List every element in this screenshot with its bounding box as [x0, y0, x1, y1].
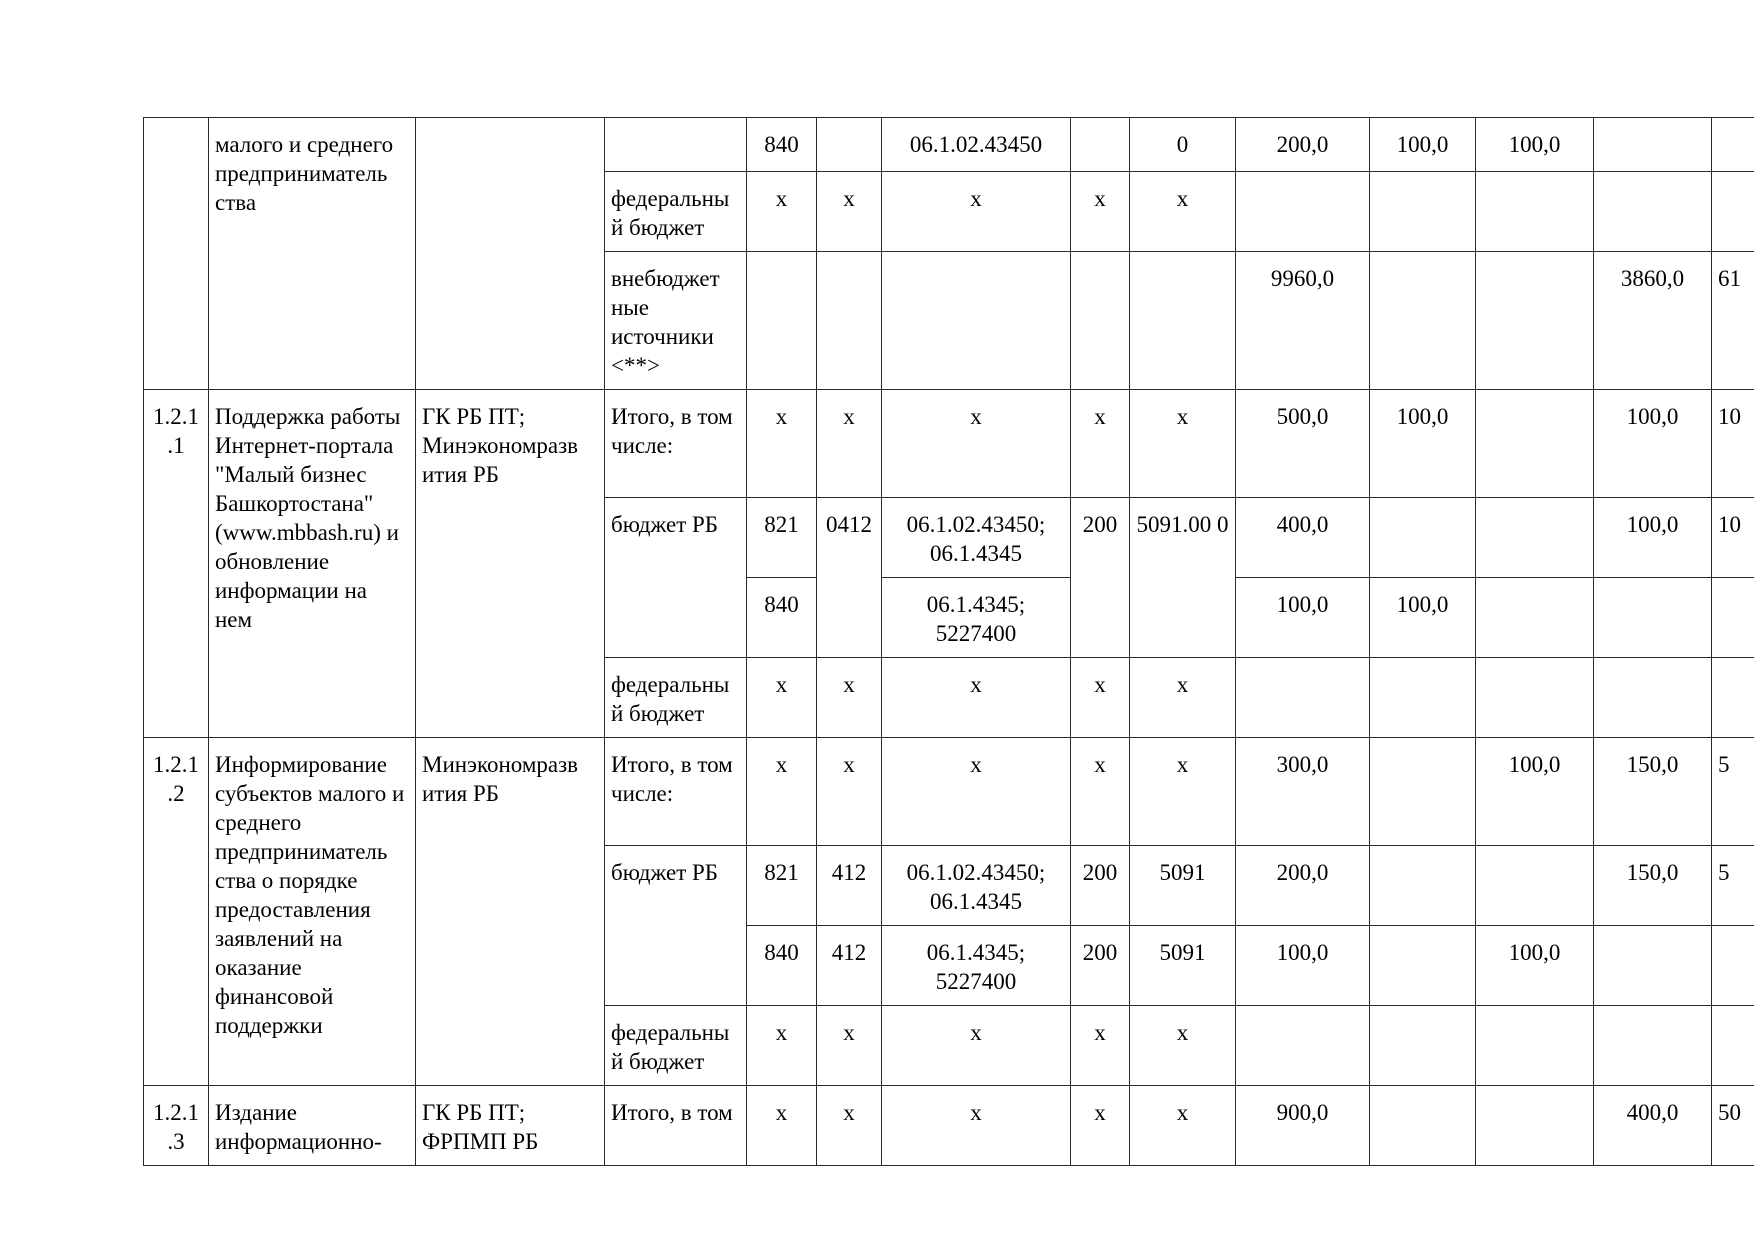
cell-rzpr: x	[817, 390, 882, 498]
cell-year1	[1370, 658, 1476, 738]
cell-grbs: x	[747, 390, 817, 498]
cell-grbs: x	[747, 1006, 817, 1086]
cell-executor: Минэкономразв ития РБ	[416, 738, 605, 1086]
cell-grbs: x	[747, 172, 817, 252]
cell-source: Итого, в том числе:	[605, 738, 747, 846]
cell-grbs: x	[747, 1086, 817, 1166]
cell-year5	[1712, 926, 1754, 1006]
cell-rzpr: x	[817, 172, 882, 252]
cell-code	[882, 252, 1071, 390]
cell-source: федеральны й бюджет	[605, 658, 747, 738]
cell-year2	[1476, 172, 1594, 252]
cell-year5	[1712, 1006, 1754, 1086]
cell-total: 900,0	[1236, 1086, 1370, 1166]
cell-kvr: 200	[1071, 498, 1130, 658]
cell-total	[1236, 1006, 1370, 1086]
cell-name: Информирование субъектов малого и среднего предприниматель ства о порядке предоставления заявлений на оказание финансовой поддержки	[209, 738, 416, 1086]
table-row	[144, 1086, 1754, 1166]
cell-year5	[1712, 118, 1754, 172]
cell-executor: ГК РБ ПТ; Минэкономразв ития РБ	[416, 390, 605, 738]
cell-num: 1.2.1 .1	[144, 390, 209, 738]
cell-rzpr: 412	[817, 846, 882, 926]
cell-year4: 400,0	[1594, 1086, 1712, 1166]
cell-total: 200,0	[1236, 846, 1370, 926]
cell-grbs: 840	[747, 578, 817, 658]
cell-kvr: x	[1071, 658, 1130, 738]
cell-year5	[1712, 172, 1754, 252]
cell-year5: 5	[1712, 738, 1754, 846]
cell-year4	[1594, 118, 1712, 172]
cell-kvr: 200	[1071, 926, 1130, 1006]
table-row	[144, 118, 1754, 172]
budget-table	[143, 117, 1754, 1166]
cell-grbs: x	[747, 738, 817, 846]
cell-kvr: x	[1071, 1086, 1130, 1166]
cell-kvr2: x	[1130, 1086, 1236, 1166]
cell-rzpr	[817, 118, 882, 172]
cell-year2	[1476, 498, 1594, 578]
cell-year2	[1476, 1086, 1594, 1166]
cell-total: 500,0	[1236, 390, 1370, 498]
cell-source: Итого, в том числе:	[605, 390, 747, 498]
cell-source	[605, 118, 747, 172]
cell-code: x	[882, 658, 1071, 738]
cell-kvr	[1071, 118, 1130, 172]
cell-year4: 150,0	[1594, 846, 1712, 926]
cell-kvr: x	[1071, 172, 1130, 252]
cell-source: внебюджет ные источники <**>	[605, 252, 747, 390]
cell-total: 400,0	[1236, 498, 1370, 578]
cell-grbs: 821	[747, 846, 817, 926]
cell-year2	[1476, 846, 1594, 926]
cell-year4	[1594, 578, 1712, 658]
cell-year5: 10	[1712, 498, 1754, 578]
cell-total: 100,0	[1236, 926, 1370, 1006]
cell-year2: 100,0	[1476, 738, 1594, 846]
cell-year4	[1594, 926, 1712, 1006]
cell-kvr2: 5091	[1130, 926, 1236, 1006]
cell-grbs: x	[747, 658, 817, 738]
cell-kvr2: x	[1130, 658, 1236, 738]
cell-code: x	[882, 738, 1071, 846]
cell-rzpr	[817, 252, 882, 390]
cell-code: 06.1.02.43450	[882, 118, 1071, 172]
cell-code: x	[882, 1086, 1071, 1166]
cell-source: бюджет РБ	[605, 846, 747, 1006]
cell-year2: 100,0	[1476, 926, 1594, 1006]
cell-total: 200,0	[1236, 118, 1370, 172]
cell-source: Итого, в том	[605, 1086, 747, 1166]
cell-year1	[1370, 846, 1476, 926]
cell-kvr2	[1130, 252, 1236, 390]
cell-year5	[1712, 658, 1754, 738]
cell-name: Издание информационно-	[209, 1086, 416, 1166]
cell-kvr2: x	[1130, 738, 1236, 846]
table-row	[144, 390, 1754, 498]
cell-executor: ГК РБ ПТ; ФРПМП РБ	[416, 1086, 605, 1166]
cell-year4: 100,0	[1594, 498, 1712, 578]
cell-kvr: x	[1071, 1006, 1130, 1086]
cell-year2	[1476, 1006, 1594, 1086]
cell-rzpr: x	[817, 1086, 882, 1166]
cell-source: бюджет РБ	[605, 498, 747, 658]
cell-rzpr: 0412	[817, 498, 882, 658]
cell-code: x	[882, 172, 1071, 252]
cell-grbs: 840	[747, 926, 817, 1006]
cell-kvr2: 0	[1130, 118, 1236, 172]
cell-year2	[1476, 658, 1594, 738]
cell-year1	[1370, 1086, 1476, 1166]
cell-year2: 100,0	[1476, 118, 1594, 172]
cell-num: 1.2.1 .2	[144, 738, 209, 1086]
cell-rzpr: x	[817, 658, 882, 738]
cell-num	[144, 118, 209, 390]
cell-kvr2: x	[1130, 1006, 1236, 1086]
cell-year1: 100,0	[1370, 578, 1476, 658]
cell-year5: 50	[1712, 1086, 1754, 1166]
cell-year2	[1476, 578, 1594, 658]
cell-year1	[1370, 1006, 1476, 1086]
cell-year1	[1370, 498, 1476, 578]
cell-name: малого и среднего предприниматель ства	[209, 118, 416, 390]
cell-total	[1236, 172, 1370, 252]
cell-kvr2: 5091.00 0	[1130, 498, 1236, 658]
cell-year4	[1594, 172, 1712, 252]
cell-year5: 61	[1712, 252, 1754, 390]
cell-year5: 5	[1712, 846, 1754, 926]
cell-year1	[1370, 926, 1476, 1006]
cell-year4: 150,0	[1594, 738, 1712, 846]
cell-year1: 100,0	[1370, 390, 1476, 498]
cell-code: x	[882, 390, 1071, 498]
cell-name: Поддержка работы Интернет-портала "Малый бизнес Башкортостана" (www.mbbash.ru) и обновление информации на нем	[209, 390, 416, 738]
cell-year2	[1476, 390, 1594, 498]
cell-kvr: x	[1071, 738, 1130, 846]
cell-year1	[1370, 738, 1476, 846]
cell-grbs: 840	[747, 118, 817, 172]
cell-kvr	[1071, 252, 1130, 390]
cell-year4	[1594, 658, 1712, 738]
cell-total: 9960,0	[1236, 252, 1370, 390]
cell-kvr: x	[1071, 390, 1130, 498]
cell-code: 06.1.02.43450; 06.1.4345	[882, 846, 1071, 926]
cell-source: федеральны й бюджет	[605, 1006, 747, 1086]
cell-num: 1.2.1 .3	[144, 1086, 209, 1166]
cell-year5	[1712, 578, 1754, 658]
cell-year4: 3860,0	[1594, 252, 1712, 390]
cell-year4	[1594, 1006, 1712, 1086]
cell-code: 06.1.02.43450; 06.1.4345	[882, 498, 1071, 578]
cell-year4: 100,0	[1594, 390, 1712, 498]
cell-year1	[1370, 252, 1476, 390]
cell-rzpr: x	[817, 738, 882, 846]
cell-code: 06.1.4345; 5227400	[882, 926, 1071, 1006]
cell-year5: 10	[1712, 390, 1754, 498]
table-row	[144, 738, 1754, 846]
cell-year1: 100,0	[1370, 118, 1476, 172]
cell-kvr2: 5091	[1130, 846, 1236, 926]
cell-rzpr: x	[817, 1006, 882, 1086]
cell-grbs	[747, 252, 817, 390]
cell-source: федеральны й бюджет	[605, 172, 747, 252]
cell-code: 06.1.4345; 5227400	[882, 578, 1071, 658]
cell-executor	[416, 118, 605, 390]
cell-total: 300,0	[1236, 738, 1370, 846]
cell-total: 100,0	[1236, 578, 1370, 658]
cell-year1	[1370, 172, 1476, 252]
cell-grbs: 821	[747, 498, 817, 578]
cell-kvr2: x	[1130, 172, 1236, 252]
cell-kvr2: x	[1130, 390, 1236, 498]
cell-year2	[1476, 252, 1594, 390]
cell-total	[1236, 658, 1370, 738]
cell-kvr: 200	[1071, 846, 1130, 926]
cell-code: x	[882, 1006, 1071, 1086]
cell-rzpr: 412	[817, 926, 882, 1006]
